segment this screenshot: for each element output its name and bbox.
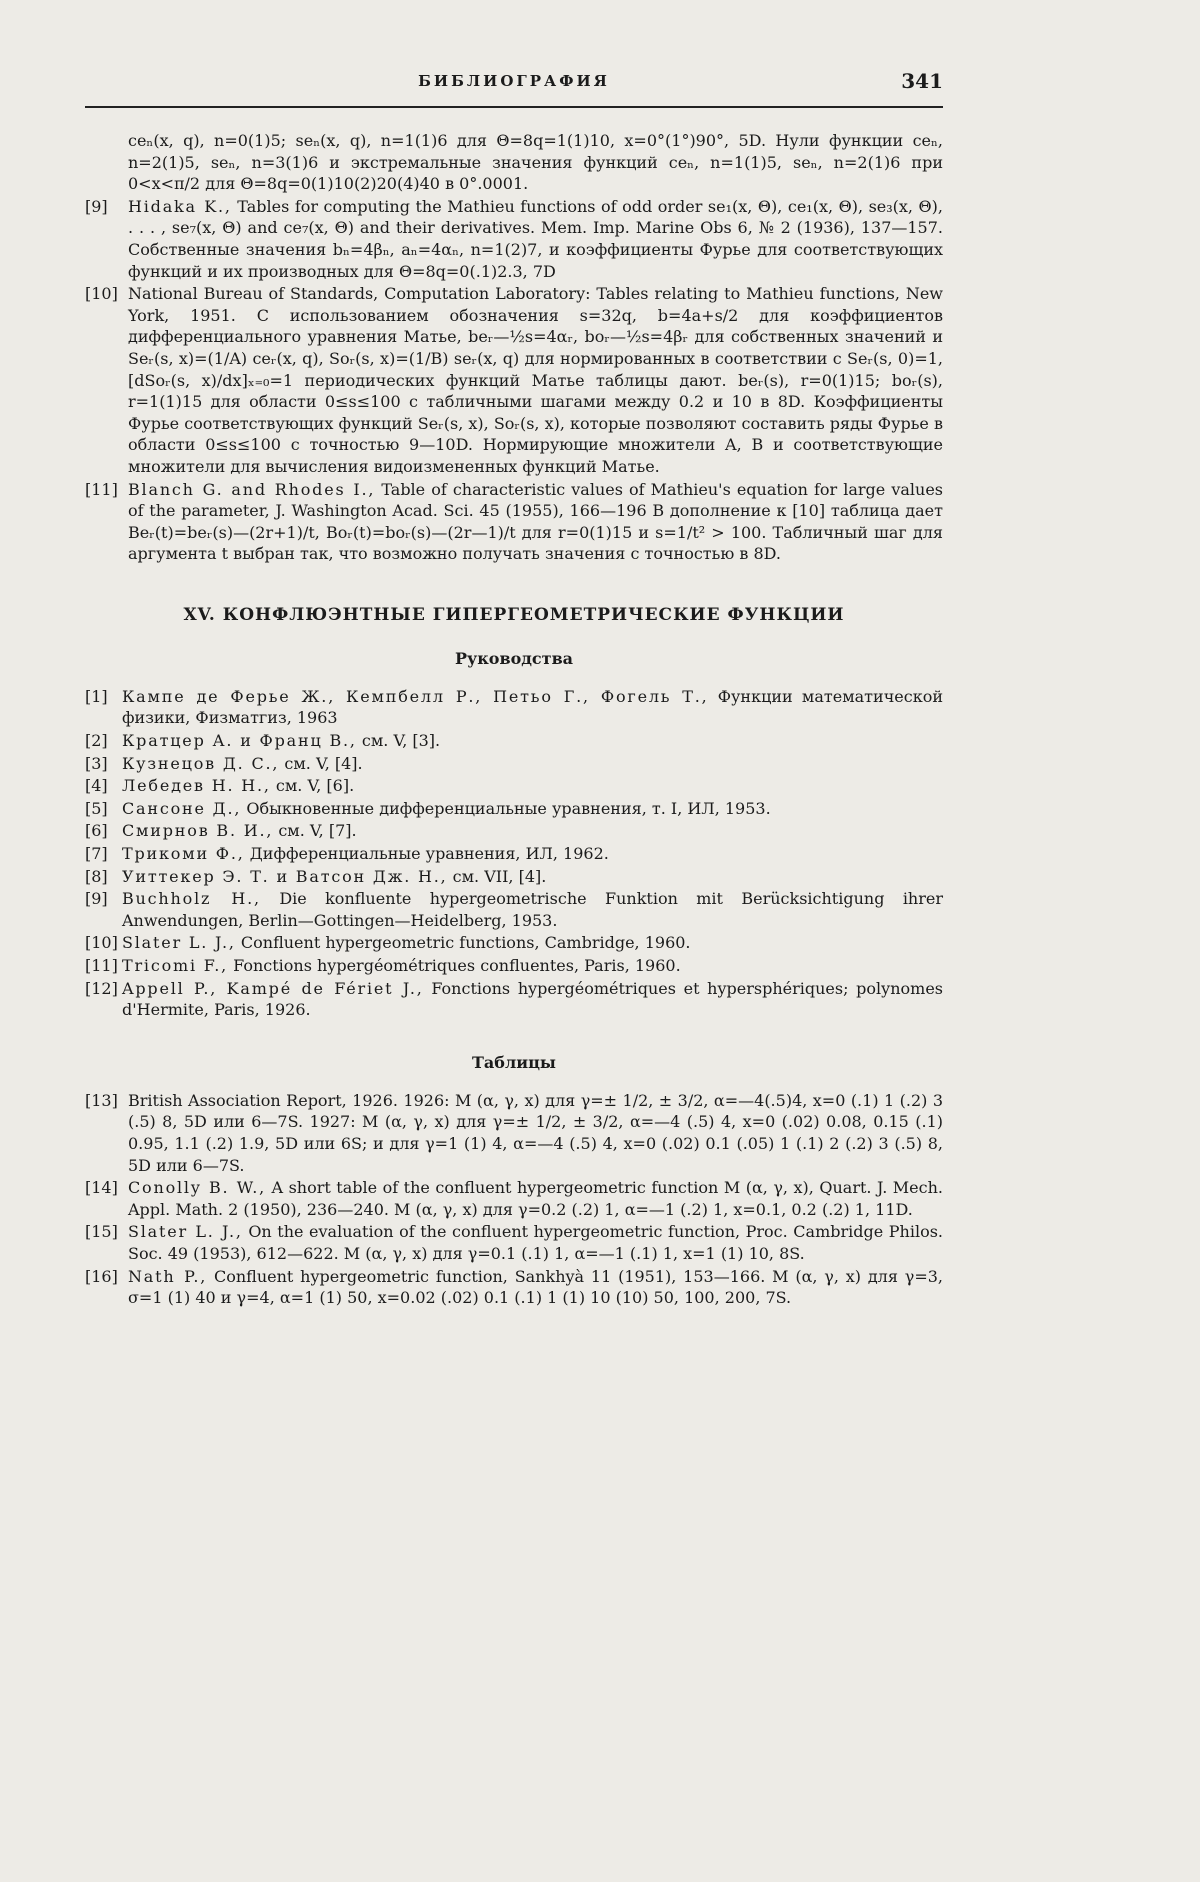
entry-author: Blanch G. and Rhodes I., [128,479,376,499]
entry-author: Кампе де Ферье Ж., Кемпбелл Р., Петьо Г., Фогель Т., [122,686,709,706]
bibliography-entry [85,730,943,752]
bibliography-entry [85,1266,943,1309]
entry-author: Appell P., Kampé de Fériet J., [122,978,424,998]
entry-text: Confluent hypergeometric function, Sankhyà 11 (1951), 153—166. M (α, γ, x) для γ=3, σ=1 (1) 40 и γ=4, α=1 (1) 50, x=0.02 (.02) 0.1 (.1) 1 (1) 10 (10) 50, 100, 200, 7S. [128,1266,943,1308]
entry-text: Обыкновенные дифференциальные уравнения, т. I, ИЛ, 1953. [246,798,771,818]
entry-author: Nath P., [128,1266,208,1286]
entry-author: Уиттекер Э. Т. и Ватсон Дж. Н., [122,866,448,886]
bibliography-entry [85,686,943,729]
bibliography-entry [85,1090,943,1176]
page-content [85,69,944,1310]
bibliography-entry [85,196,943,282]
mathieu-entries [85,196,943,565]
entry-text: см. V, [6]. [275,776,355,796]
running-head [85,69,943,98]
entry-text: Fonctions hypergéométriques confluentes, Paris, 1960. [233,956,681,975]
entry-text: British Association Report, 1926. 1926: M (α, γ, x) для γ=± 1/2, ± 3/2, α=—4(.5)4, x=0 (.1) 1 (.2) 3 (.5) 8, 5D или 6—7S. 1927: M (α, γ, x) для γ=± 1/2, ± 3/2, α=—4 (.5) 4, x=0 (.02) 0.08, 0.15 (.1) 0.95, 1.1 (.2) 1.9, 5D или 6S; и для γ=1 (1) 4, α=—4 (.5) 4, x=0 (.02) 0.1 (.05) 1 (.1) 2 (.2) 3 (.5) 8, 5D или 6—7S. [128,1090,943,1175]
entry-number: [12] [85,978,118,998]
entry-author: Лебедев Н. Н., [122,776,271,796]
entry-number: [16] [85,1266,118,1286]
entry-number: [1] [85,686,108,706]
entry-author: Buchholz H., [122,889,261,909]
bibliography-entry [85,753,943,775]
entry-author: Slater L. J., [128,1222,243,1242]
entry-author: Трикоми Ф., [122,844,245,864]
entry-author: Slater L. J., [122,933,236,953]
bibliography-entry [85,1177,943,1220]
entry-number: [13] [85,1090,118,1110]
guides-entries [85,686,943,1021]
bibliography-entry [85,955,943,977]
tables-heading: Таблицы [472,1052,556,1072]
entry-text: On the evaluation of the confluent hypergeometric function, Proc. Cambridge Philos. Soc. 49 (1953), 612—622. M (α, γ, x) для γ=0.1 (.1) 1, α=—1 (.1) 1, x=1 (1) 10, 8S. [128,1222,943,1263]
header-rule [85,106,943,108]
page-number: 341 [901,69,943,93]
entry-text: A short table of the confluent hypergeometric function M (α, γ, x), Quart. J. Mech. Appl. Math. 2 (1950), 236—240. M (α, γ, x) для γ=0.2 (.2) 1, α=—1 (.2) 1, x=0.1, 0.2 (.2) 1, 11D. [128,1178,943,1219]
entry-text: Дифференциальные уравнения, ИЛ, 1962. [249,844,609,864]
bibliography-entry [85,978,943,1021]
section-heading: XV. КОНФЛЮЭНТНЫЕ ГИПЕРГЕОМЕТРИЧЕСКИЕ ФУНКЦИИ [183,604,845,625]
bibliography-entry [85,479,943,565]
entry-number: [11] [85,956,118,975]
bibliography-entry [85,932,943,954]
entry-number: [10] [85,284,118,304]
bibliography-entry [85,1221,943,1264]
entry-author: Кратцер А. и Франц В., [122,731,357,751]
bibliography-entry [85,798,943,820]
entry-text: см. V, [3]. [361,731,441,751]
entry-number: [11] [85,479,118,499]
entry-text: Confluent hypergeometric functions, Cambridge, 1960. [240,933,691,953]
bibliography-entry [85,820,943,842]
entry-number: [8] [85,866,108,886]
entry-number: [15] [85,1222,118,1242]
bibliography-entry [85,283,943,477]
entry-text: Функции математической физики, Физматгиз, 1963 [122,686,943,728]
entry-text: Die konfluente hypergeometrische Funktion mit Berücksichtigung ihrer Anwendungen, Berlin—Gottingen—Heidelberg, 1953. [122,889,943,930]
bibliography-entry [85,866,943,888]
guides-heading: Руководства [454,648,574,668]
running-head-title: БИБЛИОГРАФИЯ [418,72,610,90]
entry-number: [5] [85,798,108,818]
continuation-paragraph: ceₙ(x, q), n=0(1)5; seₙ(x, q), n=1(1)6 для Θ=8q=1(1)10, x=0°(1°)90°, 5D. Нули функции ceₙ, n=2(1)5, seₙ, n=3(1)6 и экстремальные значения функций ceₙ, n=1(1)5, seₙ, n=2(1)6 при 0<x<π/2 для Θ=8q=0(1)10(2)20(4)40 в 0°.0001. [128,131,943,194]
entry-author: Tricomi F., [122,956,228,975]
entry-text: Tables for computing the Mathieu functions of odd order se₁(x, Θ), ce₁(x, Θ), se₃(x, Θ), . . . , se₇(x, Θ) and ce₇(x, Θ) and their derivatives. Mem. Imp. Marine Obs 6, № 2 (1936), 137—157. Собственные значения bₙ=4βₙ, aₙ=4αₙ, n=1(2)7, и коэффициенты Фурье для соответствующих функций и их производных для Θ=8q=0(.1)2.3, 7D [128,196,943,281]
entry-text: см. V, [7]. [278,821,357,841]
bibliography-entry [85,888,943,931]
entry-number: [7] [85,844,108,864]
entry-author: Смирнов В. И., [122,821,274,841]
bibliography-entry [85,843,943,865]
entry-author: Сансоне Д., [122,798,242,818]
entry-number: [3] [85,753,108,773]
entry-number: [10] [85,933,118,953]
entry-number: [14] [85,1178,118,1198]
entry-author: Кузнецов Д. С., [122,753,280,773]
entry-number: [4] [85,776,108,796]
entry-number: [9] [85,889,108,909]
tables-entries [85,1090,943,1309]
entry-author: Conolly B. W., [128,1178,266,1198]
entry-number: [2] [85,731,108,751]
entry-text: см. VII, [4]. [452,866,547,886]
entry-text: Table of characteristic values of Mathieu's equation for large values of the parameter, J. Washington Acad. Sci. 45 (1955), 166—196 В дополнение к [10] таблица дает Beᵣ(t)=beᵣ(s)—(2r+1)/t, Boᵣ(t)=boᵣ(s)—(2r—1)/t для r=0(1)15 и s=1/t² > 100. Табличный шаг для аргумента t выбран так, что возможно получать значения с точностью в 8D. [128,479,944,564]
entry-text: см. V, [4]. [284,753,363,773]
entry-author: Hidaka K., [128,196,232,216]
entry-text: Fonctions hypergéométriques et hypersphériques; polynomes d'Hermite, Paris, 1926. [122,978,943,1020]
entry-number: [9] [85,196,108,216]
bibliography-entry [85,775,943,797]
entry-number: [6] [85,821,108,841]
entry-text: National Bureau of Standards, Computation Laboratory: Tables relating to Mathieu functions, New York, 1951. С использованием обозначения s=32q, b=4a+s/2 для коэффициентов дифференциального уравнения Матье, beᵣ—½s=4αᵣ, boᵣ—½s=4βᵣ для собственных значений и Seᵣ(s, x)=(1/A) ceᵣ(x, q), Soᵣ(s, x)=(1/B) seᵣ(x, q) для нормированных в соответствии с Seᵣ(s, 0)=1, [dSoᵣ(s, x)/dx]ₓ₌₀=1 периодических функций Матье таблицы дают. beᵣ(s), r=0(1)15; boᵣ(s), r=1(1)15 для области 0≤s≤100 с табличными шагами между 0.2 и 10 в 8D. Коэффициенты Фурье соответствующих функций Seᵣ(s, x), Soᵣ(s, x), которые позволяют составить ряды Фурье в области 0≤s≤100 с точностью 9—10D. Нормирующие множители A, B и соответствующие множители для вычисления видоизмененных функций Матье. [128,284,943,476]
